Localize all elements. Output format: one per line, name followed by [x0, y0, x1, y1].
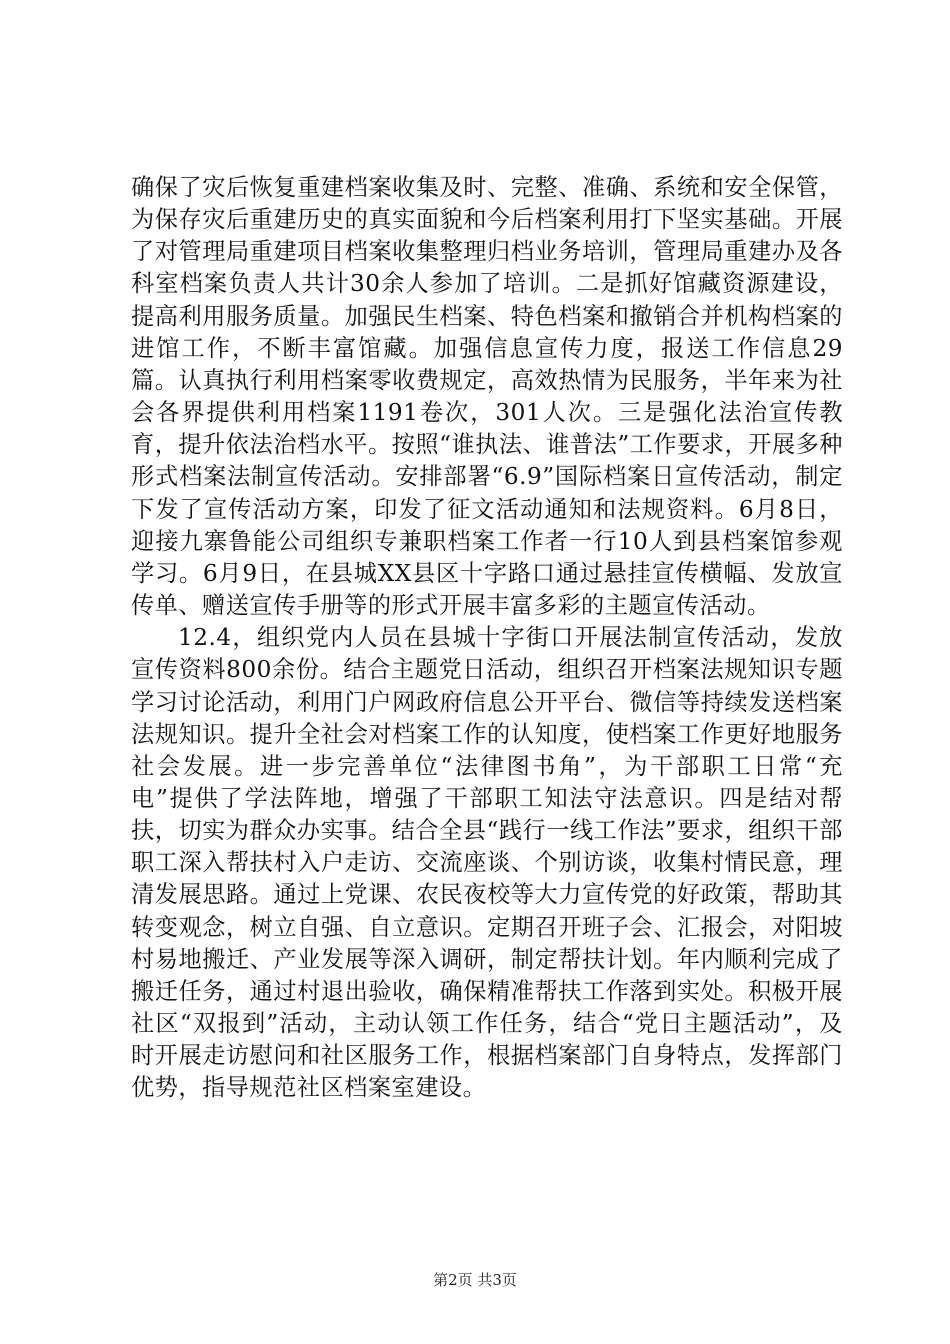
- document-body: [131, 172, 843, 1105]
- paragraph-1: 确保了灾后恢复重建档案收集及时、完整、准确、系统和安全保管，为保存灾后重建历史的真实面貌和今后档案利用打下坚实基础。开展了对管理局重建项目档案收集整理归档业务培训，管理局重建办及各科室档案负责人共计30余人参加了培训。二是抓好馆藏资源建设，提高利用服务质量。加强民生档案、特色档案和撤销合并机构档案的进馆工作，不断丰富馆藏。加强信息宣传力度，报送工作信息29篇。认真执行利用档案零收费规定，高效热情为民服务，半年来为社会各界提供利用档案1191卷次，301人次。三是强化法治宣传教育，提升依法治档水平。按照“谁执法、谁普法”工作要求，开展多种形式档案法制宣传活动。安排部署“6.9”国际档案日宣传活动，制定下发了宣传活动方案，印发了征文活动通知和法规资料。6月8日，迎接九寨鲁能公司组织专兼职档案工作者一行10人到县档案馆参观学习。6月9日，在县城XX县区十字路口通过悬挂宣传横幅、发放宣传单、赠送宣传手册等的形式开展丰富多彩的主题宣传活动。: [131, 174, 843, 620]
- paragraph-2: 12.4，组织党内人员在县城十字街口开展法制宣传活动，发放宣传资料800余份。结合主题党日活动，组织召开档案法规知识专题学习讨论活动，利用门户网政府信息公开平台、微信等持续发送档案法规知识。提升全社会对档案工作的认知度，使档案工作更好地服务社会发展。进一步完善单位“法律图书角”，为干部职工日常“充电”提供了学法阵地，增强了干部职工知法守法意识。四是结对帮扶，切实为群众办实事。结合全县“践行一线工作法”要求，组织干部职工深入帮扶村入户走访、交流座谈、个别访谈，收集村情民意，理清发展思路。通过上党课、农民夜校等大力宣传党的好政策，帮助其转变观念，树立自强、自立意识。定期召开班子会、汇报会，对阳坡村易地搬迁、产业发展等深入调研，制定帮扶计划。年内顺利完成了搬迁任务，通过村退出验收，确保精准帮扶工作落到实处。积极开展社区“双报到”活动，主动认领工作任务，结合“党日主题活动”，及时开展走访慰问和社区服务工作，根据档案部门自身特点，发挥部门优势，指导规范社区档案室建设。: [131, 624, 843, 1102]
- page-footer: 第2页 共3页: [433, 1271, 517, 1289]
